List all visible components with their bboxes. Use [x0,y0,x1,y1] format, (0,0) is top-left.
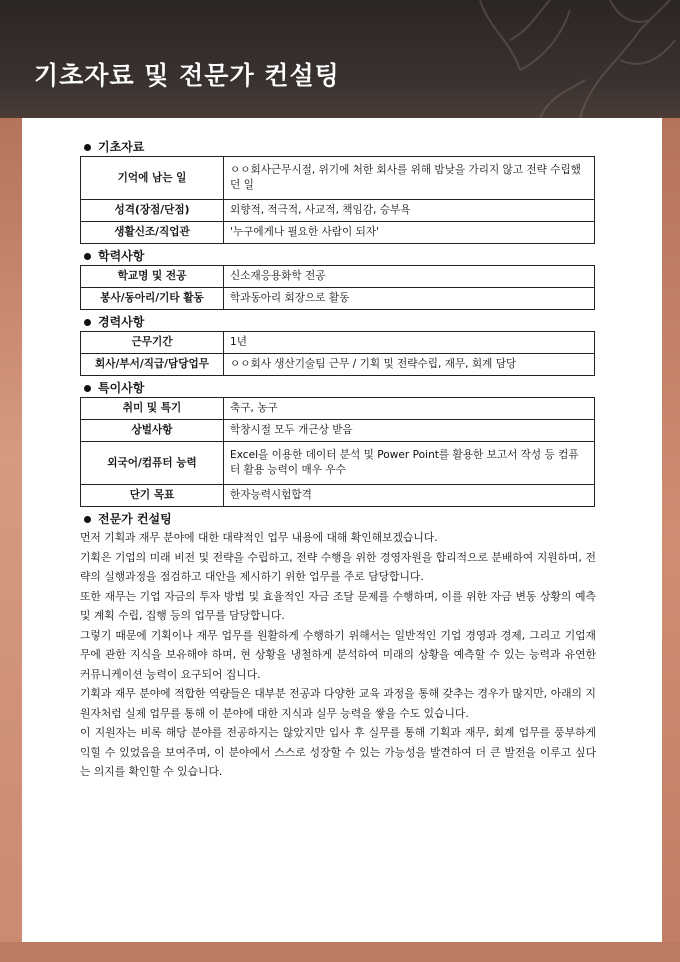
row-label: 생활신조/직업관 [81,222,224,244]
row-label: 성격(장점/단점) [81,200,224,222]
paragraph: 또한 재무는 기업 자금의 투자 방법 및 효율적인 자금 조달 문제를 수행하며, 이를 위한 자금 변동 상황의 예측 및 계획 수립, 집행 등의 업무를 담당합니다. [80,589,596,622]
side-band-right [662,118,680,962]
table-row [81,266,595,288]
side-band-left [0,118,22,962]
row-label: 단기 목표 [81,485,224,507]
career-table [80,331,595,376]
row-value: 1년 [224,332,595,354]
section-heading-basic: 기초자료 [58,138,598,156]
section-heading-consulting: 전문가 컨설팅 [58,510,598,528]
table-row [81,288,595,310]
row-label: 기억에 남는 일 [81,157,224,200]
table-row [81,332,595,354]
row-value: 외향적, 적극적, 사교적, 책임감, 승부욕 [224,200,595,222]
row-value: ㅇㅇ회사 생산기술팀 근무 / 기획 및 전략수립, 재무, 회계 담당 [224,354,595,376]
row-label: 봉사/동아리/기타 활동 [81,288,224,310]
row-label: 외국어/컴퓨터 능력 [81,442,224,485]
basic-info-table [80,156,595,244]
coral-branch-decoration [420,0,680,118]
section-heading-career: 경력사항 [58,313,598,331]
section-heading-special: 특이사항 [58,379,598,397]
row-value: 신소재응용화학 전공 [224,266,595,288]
table-row [81,157,595,200]
row-value: 축구, 농구 [224,398,595,420]
paragraph: 기획은 기업의 미래 비전 및 전략을 수립하고, 전략 수행을 위한 경영자원을 합리적으로 분배하여 지원하며, 전략의 실행과정을 점검하고 대안을 제시하기 위한 업무를 주로 담당합니다. [80,550,596,583]
paragraph: 먼저 기획과 재무 분야에 대한 대략적인 업무 내용에 대해 확인해보겠습니다. [80,531,438,544]
row-value: Excel을 이용한 데이터 분석 및 Power Point를 활용한 보고서 작성 등 컴퓨터 활용 능력이 매우 우수 [224,442,595,485]
special-notes-table [80,397,595,507]
row-value: 한자능력시험합격 [224,485,595,507]
table-row [81,222,595,244]
paragraph: 이 지원자는 비록 해당 분야를 전공하지는 않았지만 입사 후 실무를 통해 기획과 재무, 회계 업무를 풍부하게 익힐 수 있었음을 보여주며, 이 분야에서 스스로 성장할 수 있는 가능성을 발견하여 더 큰 발전을 이루고 싶다는 의지를 확인할 수 있습니다. [80,726,596,778]
row-value: ㅇㅇ회사근무시절, 위기에 처한 회사를 위해 밤낮을 가리지 않고 전략 수립했던 일 [224,157,595,200]
education-table [80,265,595,310]
paragraph: 기획과 재무 분야에 적합한 역량들은 대부분 전공과 다양한 교육 과정을 통해 갖추는 경우가 많지만, 아래의 지원자처럼 실제 업무를 통해 이 분야에 대한 지식과 실무 능력을 쌓을 수도 있습니다. [80,687,596,720]
row-value: 학창시절 모두 개근상 받음 [224,420,595,442]
consulting-body [80,528,596,782]
document-content [58,135,598,782]
row-label: 회사/부서/직급/담당업무 [81,354,224,376]
table-row [81,442,595,485]
bottom-band [0,942,680,962]
paragraph: 그렇기 때문에 기획이나 재무 업무를 원활하게 수행하기 위해서는 일반적인 기업 경영과 경제, 그리고 기업재무에 관한 지식을 보유해야 하며, 현 상황을 냉철하게 분석하여 미래의 상황을 예측할 수 있는 능력과 유연한 커뮤니케이션 능력이 요구되어 집니다. [80,628,596,681]
bullet-icon [84,319,91,326]
row-value: 학과동아리 회장으로 활동 [224,288,595,310]
table-row [81,485,595,507]
table-row [81,398,595,420]
table-row [81,354,595,376]
header-banner [0,0,680,118]
table-row [81,200,595,222]
bullet-icon [84,385,91,392]
page-title: 기초자료 및 전문가 컨설팅 [34,61,340,90]
row-label: 취미 및 특기 [81,398,224,420]
bullet-icon [84,144,91,151]
row-label: 근무기간 [81,332,224,354]
bullet-icon [84,516,91,523]
table-row [81,420,595,442]
row-value: '누구에게나 필요한 사람이 되자' [224,222,595,244]
section-heading-education: 학력사항 [58,247,598,265]
row-label: 학교명 및 전공 [81,266,224,288]
row-label: 상벌사항 [81,420,224,442]
bullet-icon [84,253,91,260]
